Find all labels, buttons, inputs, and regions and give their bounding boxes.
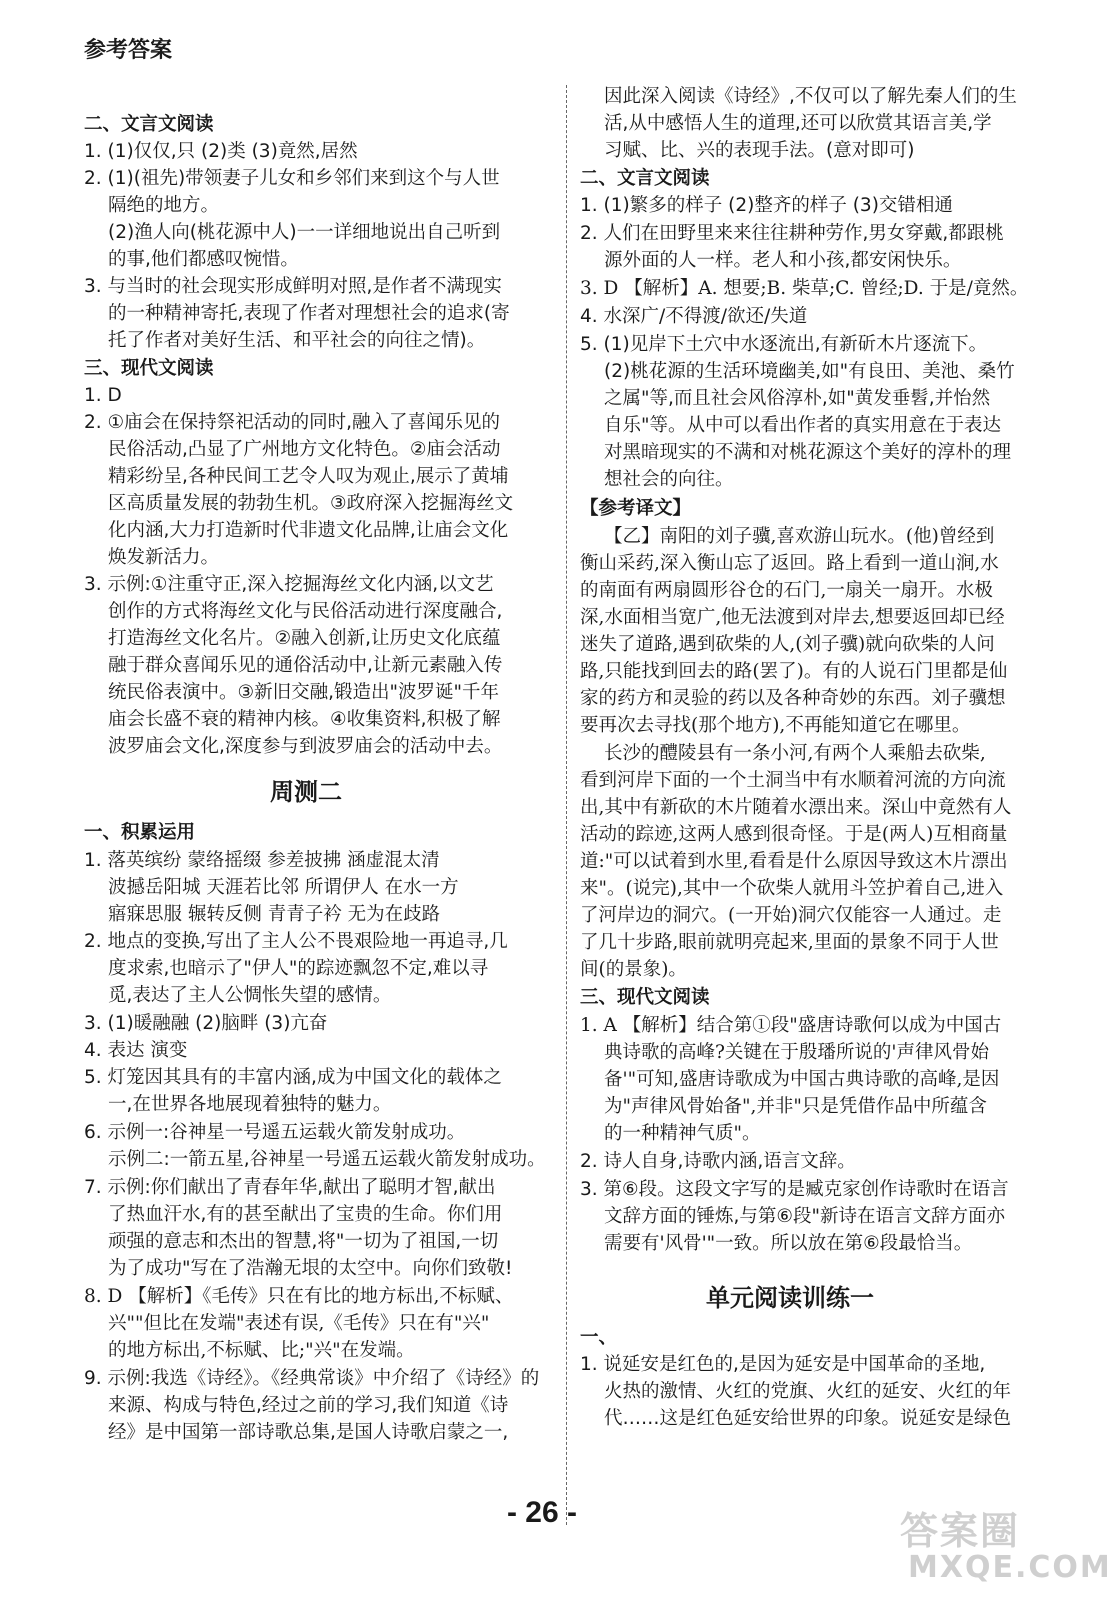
left-text-line: 1. D [84,385,122,406]
watermark-logo [900,1500,1112,1590]
section-heading: 一、 [580,1327,618,1348]
left-text-line: 化内涵,大力打造新时代非遗文化品牌,让庙会文化 [108,520,509,541]
left-text-line: 创作的方式将海丝文化与民俗活动进行深度融合, [108,601,503,622]
right-text-line: 迷失了道路,遇到砍柴的人,(刘子骥)就向砍柴的人问 [580,634,995,655]
section-heading: 一、积累运用 [84,822,196,843]
right-text-line: 的一种精神气质"。 [604,1123,761,1144]
right-text-line: 火热的激情、火红的党旗、火红的延安、火红的年 [604,1381,1012,1402]
section-heading: 二、文言文阅读 [580,168,710,189]
right-text-line: 备'"可知,盛唐诗歌成为中国古典诗歌的高峰,是因 [604,1069,1000,1090]
left-text-line: 示例二:一箭五星,谷神星一号遥五运载火箭发射成功。 [108,1149,546,1170]
section-title-weekly-test: 周测二 [270,778,342,806]
right-text-line: 对黑暗现实的不满和对桃花源这个美好的淳朴的理 [604,442,1012,463]
right-text-line: 1. (1)繁多的样子 (2)整齐的样子 (3)交错相通 [580,195,953,216]
right-text-line: 2. 人们在田野里来来往往耕种劳作,男女穿戴,都跟桃 [580,223,1004,244]
right-text-line: 家的药方和灵验的药以及各种奇妙的东西。刘子骥想 [580,688,1006,709]
right-text-line: 来"。(说完),其中一个砍柴人就用斗笠护着自己,进入 [580,878,1004,899]
right-text-line: 活,从中感悟人生的道理,还可以欣赏其语言美,学 [604,113,992,134]
right-text-line: 因此深入阅读《诗经》,不仅可以了解先秦人们的生 [604,86,1017,107]
right-text-line: 2. 诗人自身,诗歌内涵,语言文辞。 [580,1151,856,1172]
right-text-line: 了河岸边的洞穴。(一开始)洞穴仅能容一人通过。走 [580,905,1002,926]
right-text-line: 之属"等,而且社会风俗淳朴,如"黄发垂髫,并怡然 [604,388,991,409]
left-text-line: 2. ①庙会在保持祭祀活动的同时,融入了喜闻乐见的 [84,412,500,433]
right-text-line: 道:"可以试着到水里,看看是什么原因导致这木片漂出 [580,851,1008,872]
right-text-line: 需要有'风骨'"一致。所以放在第⑥段最恰当。 [604,1233,973,1254]
left-text-line: (2)渔人向(桃花源中人)一一详细地说出自己听到 [108,222,501,243]
right-text-line: 代……这是红色延安给世界的印象。说延安是绿色 [604,1408,1012,1429]
right-text-line: 1. 说延安是红色的,是因为延安是中国革命的圣地, [580,1354,986,1375]
right-text-line: 为"声律风骨始备",并非"只是凭借作品中所蕴含 [604,1096,987,1117]
right-text-line: 衡山采药,深入衡山忘了返回。路上看到一道山涧,水 [580,553,999,574]
left-text-line: 来源、构成与特色,经过之前的学习,我们知道《诗 [108,1395,509,1416]
left-text-line: 1. (1)仅仅,只 (2)类 (3)竟然,居然 [84,141,358,162]
left-text-line: 的事,他们都感叹惋惜。 [108,249,299,270]
left-text-line: 一,在世界各地展现着独特的魅力。 [108,1094,392,1115]
right-text-line: 看到河岸下面的一个土洞当中有水顺着河流的方向流 [580,770,1006,791]
left-text-line: 波罗庙会文化,深度参与到波罗庙会的活动中去。 [108,736,503,757]
left-text-line: 4. 表达 演变 [84,1040,188,1061]
right-text-line: 要再次去寻找(那个地方),不再能知道它在哪里。 [580,715,971,736]
left-text-line: 为了成功"写在了浩瀚无垠的太空中。向你们致敬! [108,1258,513,1279]
left-text-line: 的一种精神寄托,表现了作者对理想社会的追求(寄 [108,303,510,324]
right-text-line: 习赋、比、兴的表现手法。(意对即可) [604,140,915,161]
right-text-line: (2)桃花源的生活环境幽美,如"有良田、美池、桑竹 [604,361,1015,382]
section-title-unit-reading: 单元阅读训练一 [706,1284,874,1312]
left-text-line: 兴""但比在发端"表述有误,《毛传》只在有"兴" [108,1313,490,1334]
left-text-line: 焕发新活力。 [108,547,220,568]
left-text-line: 托了作者对美好生活、和平社会的向往之情)。 [108,330,486,351]
right-text-line: 【乙】南阳的刘子骥,喜欢游山玩水。(他)曾经到 [604,526,995,547]
left-text-line: 打造海丝文化名片。②融入创新,让历史文化底蕴 [108,628,501,649]
left-text-line: 经》是中国第一部诗歌总集,是国人诗歌启蒙之一, [108,1422,509,1443]
left-text-line: 民俗活动,凸显了广州地方文化特色。②庙会活动 [108,439,501,460]
right-text-line: 1. A 【解析】结合第①段"盛唐诗歌何以成为中国古 [580,1015,1002,1036]
right-text-line: 间(的景象)。 [580,959,687,980]
left-text-line: 5. 灯笼因其具有的丰富内涵,成为中国文化的载体之 [84,1067,502,1088]
right-text-line: 文辞方面的锤炼,与第⑥段"新诗在语言文辞方面亦 [604,1206,1005,1227]
left-text-line: 1. 落英缤纷 蒙络摇缀 参差披拂 涵虚混太清 [84,850,440,871]
page-title: 参考答案 [84,38,173,63]
right-text-line: 的南面有两扇圆形谷仓的石门,一扇关一扇开。水极 [580,580,993,601]
left-text-line: 3. 与当时的社会现实形成鲜明对照,是作者不满现实 [84,276,502,297]
left-text-line: 6. 示例一:谷神星一号遥五运载火箭发射成功。 [84,1122,466,1143]
column-divider [566,85,567,1525]
left-text-line: 庙会长盛不衰的精神内核。④收集资料,积极了解 [108,709,501,730]
left-text-line: 顽强的意志和杰出的智慧,将"一切为了祖国,一切 [108,1231,499,1252]
watermark-text-top: 答案圈 [900,1509,1021,1553]
left-text-line: 精彩纷呈,各种民间工艺令人叹为观止,展示了黄埔 [108,466,509,487]
left-text-line: 了热血汗水,有的甚至献出了宝贵的生命。你们用 [108,1204,503,1225]
left-text-line: 融于群众喜闻乐见的通俗活动中,让新元素融入传 [108,655,503,676]
left-text-line: 波撼岳阳城 天涯若比邻 所谓伊人 在水一方 [108,877,459,898]
left-text-line: 2. (1)(祖先)带领妻子儿女和乡邻们来到这个与人世 [84,168,500,189]
page-number: - 26 - [506,1496,578,1529]
left-text-line: 度求索,也暗示了"伊人"的踪迹飘忽不定,难以寻 [108,958,489,979]
right-text-line: 深,水面相当宽广,他无法渡到对岸去,想要返回却已经 [580,607,1005,628]
section-heading: 三、现代文阅读 [580,987,710,1008]
left-text-line: 2. 地点的变换,写出了主人公不畏艰险地一再追寻,几 [84,931,508,952]
right-text-line: 3. 第⑥段。这段文字写的是臧克家创作诗歌时在语言 [580,1179,1009,1200]
left-text-line: 觅,表达了主人公惆怅失望的感情。 [108,985,392,1006]
left-text-line: 寤寐思服 辗转反侧 青青子衿 无为在歧路 [108,904,441,925]
left-text-line: 8. D 【解析】《毛传》只在有比的地方标出,不标赋、 [84,1286,514,1307]
left-text-line: 3. (1)暖融融 (2)脑畔 (3)亢奋 [84,1013,328,1034]
right-text-line: 长沙的醴陵县有一条小河,有两个人乘船去砍柴, [604,743,986,764]
right-text-line: 活动的踪迹,这两人感到很奇怪。于是(两人)互相商量 [580,824,1008,845]
right-text-line: 自乐"等。从中可以看出作者的真实用意在于表达 [604,415,1002,436]
left-text-line: 统民俗表演中。③新旧交融,锻造出"波罗诞"千年 [108,682,499,703]
left-text-line: 区高质量发展的勃勃生机。③政府深入挖掘海丝文 [108,493,514,514]
left-text-line: 7. 示例:你们献出了青春年华,献出了聪明才智,献出 [84,1177,496,1198]
right-text-line: 3. D 【解析】A. 想要;B. 柴草;C. 曾经;D. 于是/竟然。 [580,278,1029,299]
section-heading: 二、文言文阅读 [84,114,214,135]
left-text-line: 隔绝的地方。 [108,195,220,216]
watermark-text-bottom: MXQE.COM [908,1550,1112,1585]
section-heading: 【参考译文】 [580,498,692,519]
right-text-line: 出,其中有新砍的木片随着水漂出来。深山中竟然有人 [580,797,1012,818]
right-text-line: 源外面的人一样。老人和小孩,都安闲快乐。 [604,250,962,271]
left-text-line: 9. 示例:我选《诗经》。《经典常谈》中介绍了《诗经》的 [84,1368,540,1389]
right-text-line: 想社会的向往。 [604,469,734,490]
right-text-line: 了几十步路,眼前就明亮起来,里面的景象不同于人世 [580,932,999,953]
right-text-line: 5. (1)见岸下土穴中水逐流出,有新斫木片逐流下。 [580,334,988,355]
left-text-line: 的地方标出,不标赋、比;"兴"在发端。 [108,1340,415,1361]
right-text-line: 4. 水深广/不得渡/欲还/失道 [580,306,808,327]
section-heading: 三、现代文阅读 [84,358,214,379]
left-text-line: 3. 示例:①注重守正,深入挖掘海丝文化内涵,以文艺 [84,574,494,595]
right-text-line: 路,只能找到回去的路(罢了)。有的人说石门里都是仙 [580,661,1008,682]
right-text-line: 典诗歌的高峰?关键在于殷璠所说的'声律风骨始 [604,1042,990,1063]
